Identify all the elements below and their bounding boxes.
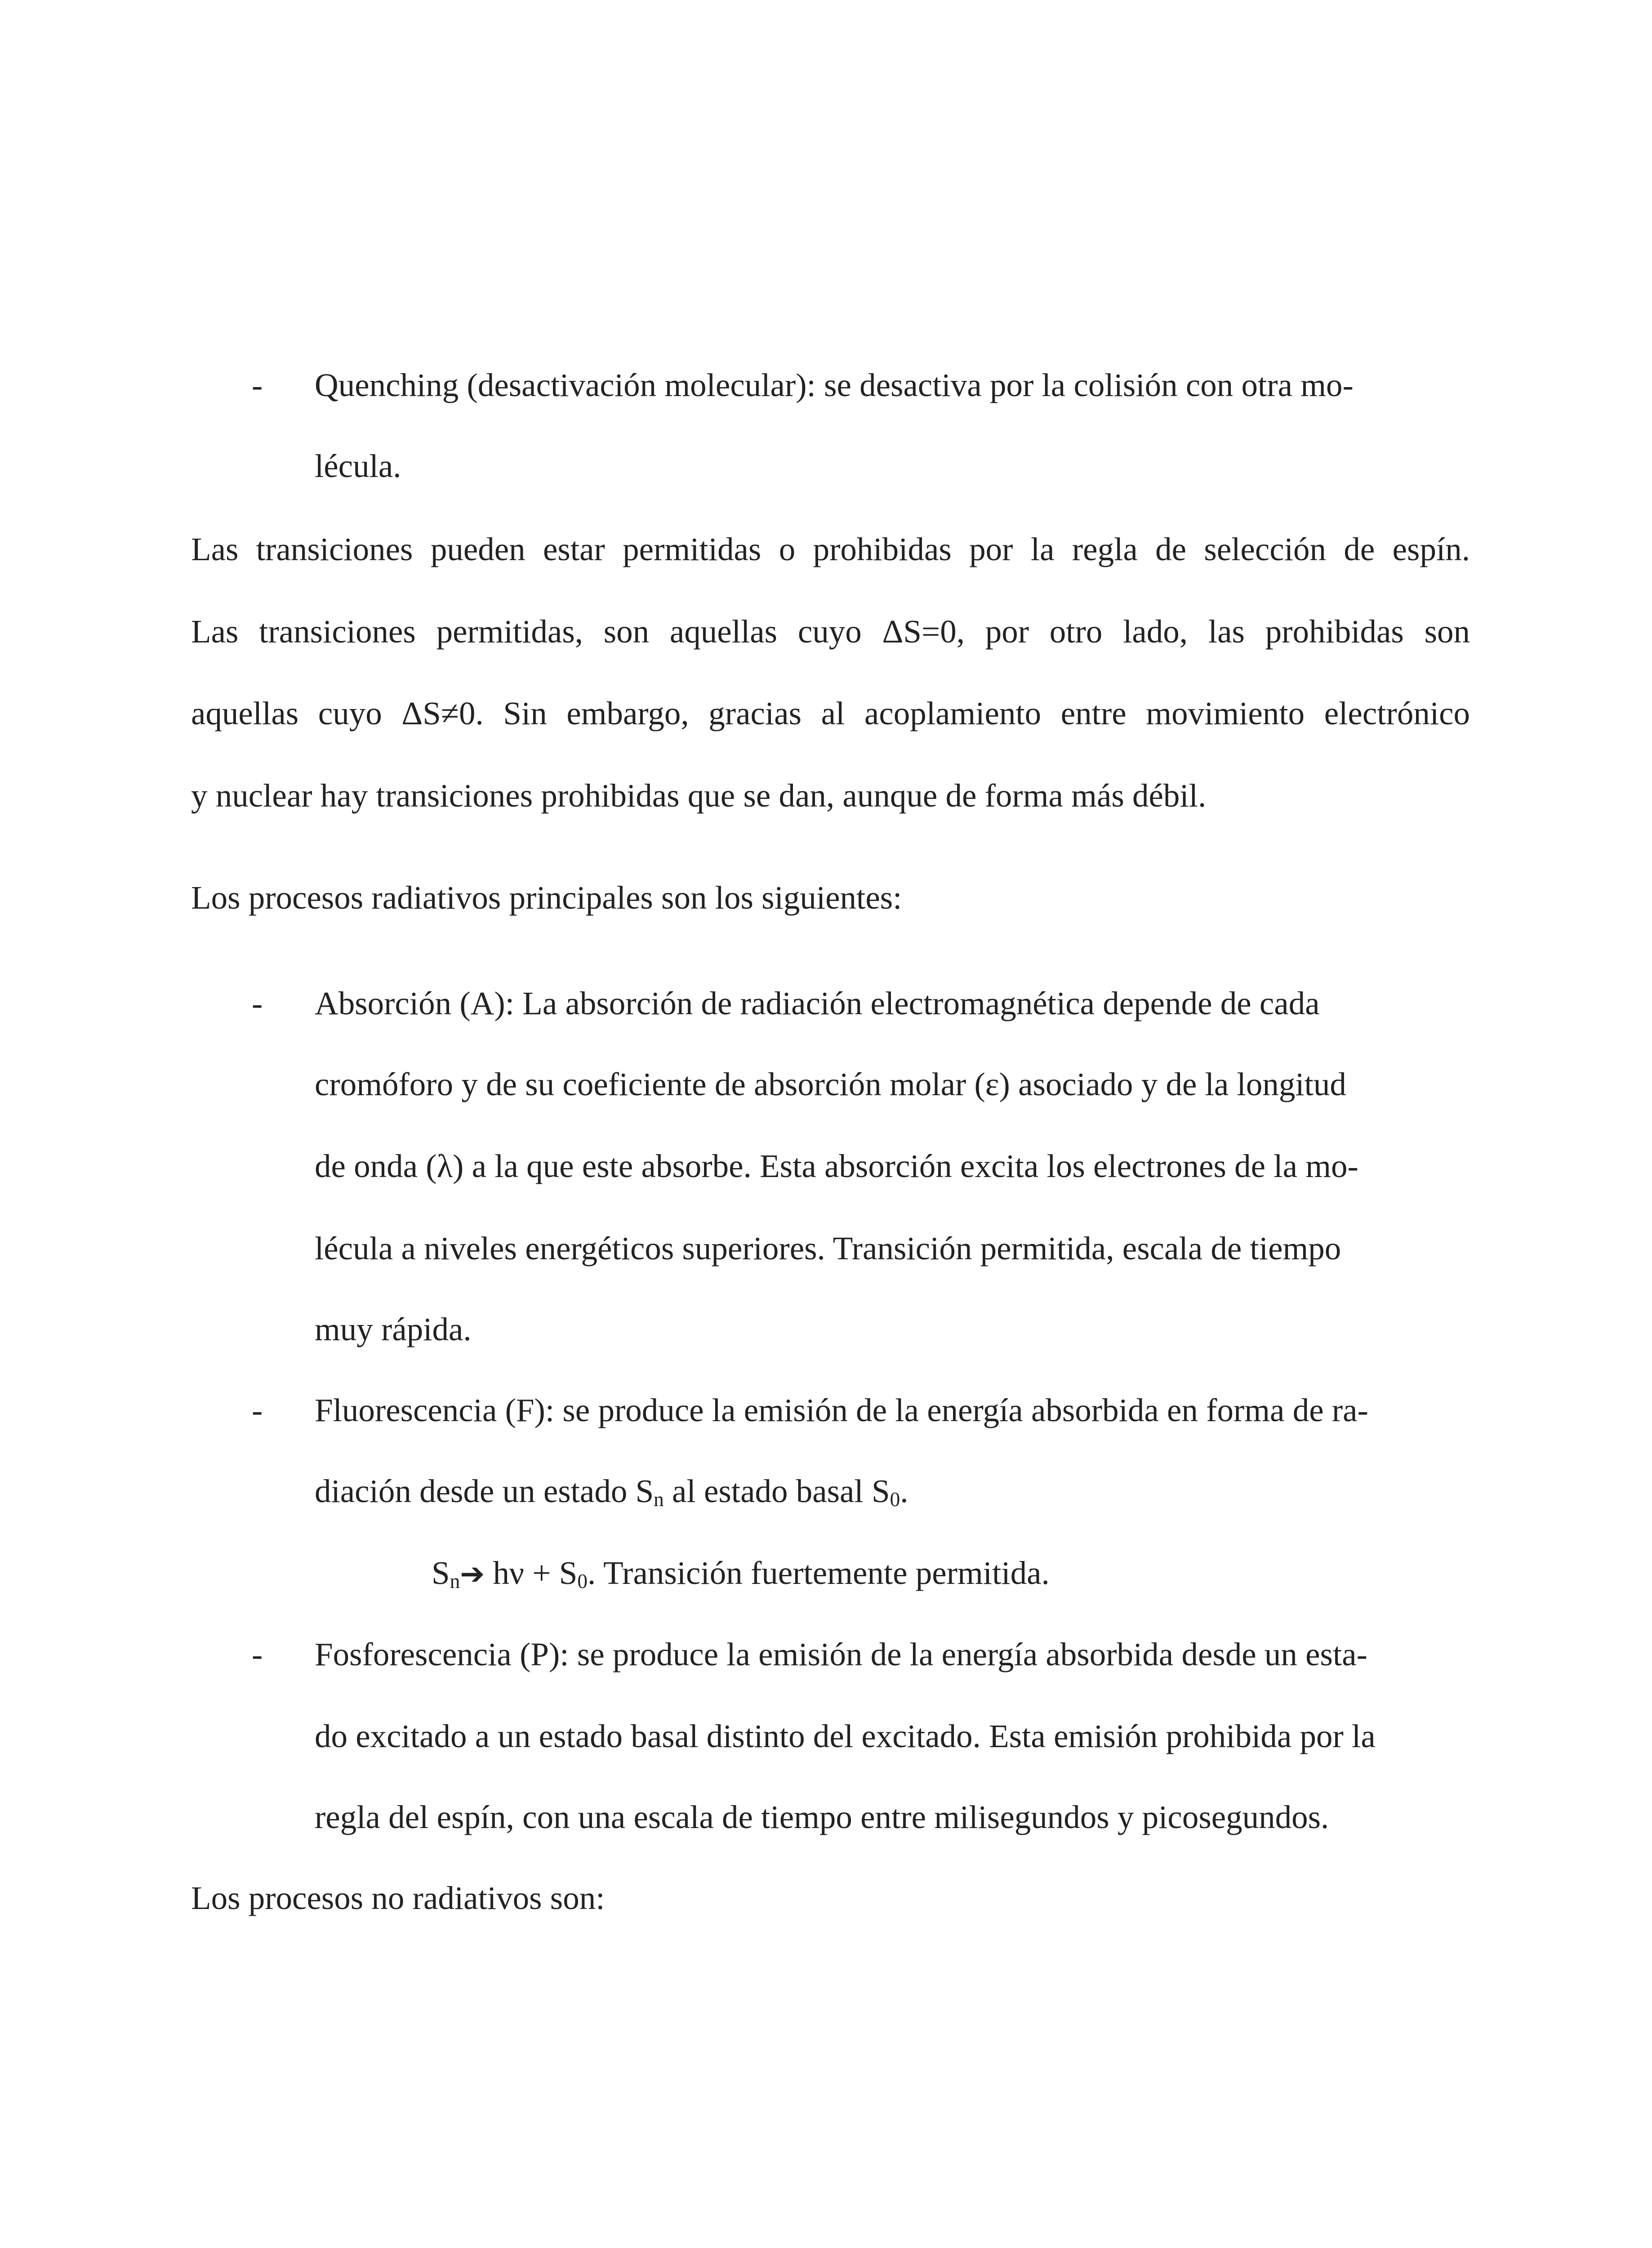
quenching-line-2: lécula. bbox=[315, 448, 401, 484]
fosforescencia-line-3: regla del espín, con una escala de tiempo entre milisegundos y picosegundos. bbox=[315, 1799, 1329, 1835]
transitions-line-4: y nuclear hay transiciones prohibidas que se dan, aunque de forma más débil. bbox=[191, 777, 1207, 814]
quenching-line-1: Quenching (desactivación molecular): se desactiva por la colisión con otra mo- bbox=[315, 367, 1354, 403]
list-dash: - bbox=[252, 367, 263, 403]
fluorescencia-equation: $S_n➔$ $h\nu + S_0$. Transición fuertemente permitida. bbox=[432, 1555, 1050, 1593]
fluorescencia-line-2: diación desde un estado $S_n$ al estado basal $S_0$. bbox=[315, 1473, 908, 1511]
absorcion-line-2: cromóforo y de su coeficiente de absorción molar (ε) asociado y de la longitud bbox=[315, 1066, 1346, 1102]
list-dash: - bbox=[252, 1392, 263, 1428]
absorcion-line-1: Absorción (A): La absorción de radiación electromagnética depende de cada bbox=[315, 985, 1320, 1021]
list-dash: - bbox=[252, 985, 263, 1021]
absorcion-line-4: lécula a niveles energéticos superiores. Transición permitida, escala de tiempo bbox=[315, 1230, 1341, 1267]
fosforescencia-line-2: do excitado a un estado basal distinto del excitado. Esta emisión prohibida por la bbox=[315, 1718, 1376, 1754]
transitions-line-2: Las transiciones permitidas, son aquellas cuyo ΔS=0, por otro lado, las prohibidas son bbox=[191, 613, 1470, 650]
nonradiative-intro: Los procesos no radiativos son: bbox=[191, 1880, 605, 1916]
absorcion-line-3: de onda (λ) a la que este absorbe. Esta absorción excita los electrones de la mo- bbox=[315, 1148, 1358, 1184]
list-dash: - bbox=[252, 1636, 263, 1673]
transitions-line-1: Las transiciones pueden estar permitidas o prohibidas por la regla de selección de espín. bbox=[191, 531, 1470, 567]
absorcion-line-5: muy rápida. bbox=[315, 1311, 472, 1347]
radiative-intro: Los procesos radiativos principales son los siguientes: bbox=[191, 879, 902, 916]
arrow-right-icon: ➔ bbox=[460, 1557, 485, 1591]
fosforescencia-line-1: Fosforescencia (P): se produce la emisión de la energía absorbida desde un esta- bbox=[315, 1636, 1367, 1673]
fluorescencia-line-1: Fluorescencia (F): se produce la emisión de la energía absorbida en forma de ra- bbox=[315, 1392, 1368, 1428]
transitions-line-3: aquellas cuyo ΔS≠0. Sin embargo, gracias al acoplamiento entre movimiento electrónico bbox=[191, 695, 1470, 731]
